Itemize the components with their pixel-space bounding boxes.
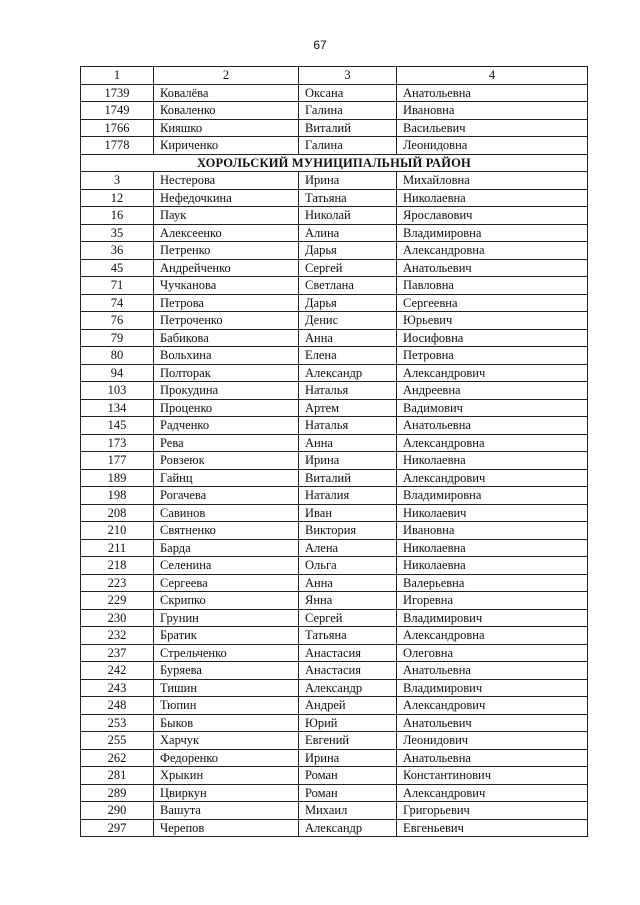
cell-surname: Андрейченко: [154, 259, 299, 277]
table-row: [81, 259, 588, 277]
cell-number: 45: [81, 259, 154, 277]
table-row: [81, 592, 588, 610]
cell-first-name: Александр: [299, 364, 397, 382]
table-row: [81, 84, 588, 102]
cell-number: 16: [81, 207, 154, 225]
cell-first-name: Иван: [299, 504, 397, 522]
column-number-2: 2: [154, 67, 299, 85]
cell-patronymic: Олеговна: [397, 644, 588, 662]
table-row: [81, 329, 588, 347]
cell-surname: Рогачева: [154, 487, 299, 505]
cell-surname: Бабикова: [154, 329, 299, 347]
cell-surname: Полторак: [154, 364, 299, 382]
cell-number: 223: [81, 574, 154, 592]
cell-number: 35: [81, 224, 154, 242]
cell-surname: Ровзеюк: [154, 452, 299, 470]
cell-surname: Петроченко: [154, 312, 299, 330]
cell-first-name: Александр: [299, 819, 397, 837]
cell-patronymic: Сергеевна: [397, 294, 588, 312]
cell-number: 76: [81, 312, 154, 330]
cell-patronymic: Ярославович: [397, 207, 588, 225]
table-row: [81, 294, 588, 312]
cell-first-name: Ирина: [299, 749, 397, 767]
cell-surname: Радченко: [154, 417, 299, 435]
table-row: [81, 819, 588, 837]
table-row: [81, 609, 588, 627]
cell-patronymic: Евгеньевич: [397, 819, 588, 837]
cell-first-name: Артем: [299, 399, 397, 417]
cell-first-name: Алена: [299, 539, 397, 557]
cell-first-name: Галина: [299, 102, 397, 120]
cell-number: 3: [81, 172, 154, 190]
cell-number: 94: [81, 364, 154, 382]
cell-patronymic: Анатольевна: [397, 662, 588, 680]
cell-number: 1749: [81, 102, 154, 120]
table-row: [81, 312, 588, 330]
cell-surname: Селенина: [154, 557, 299, 575]
cell-patronymic: Валерьевна: [397, 574, 588, 592]
cell-first-name: Сергей: [299, 259, 397, 277]
cell-surname: Святненко: [154, 522, 299, 540]
cell-number: 237: [81, 644, 154, 662]
table-row: [81, 399, 588, 417]
cell-first-name: Анна: [299, 574, 397, 592]
cell-number: 145: [81, 417, 154, 435]
cell-patronymic: Петровна: [397, 347, 588, 365]
cell-surname: Хрыкин: [154, 767, 299, 785]
cell-surname: Ковалёва: [154, 84, 299, 102]
table-row: [81, 662, 588, 680]
cell-number: 173: [81, 434, 154, 452]
cell-first-name: Роман: [299, 767, 397, 785]
cell-number: 243: [81, 679, 154, 697]
section-title: ХОРОЛЬСКИЙ МУНИЦИПАЛЬНЫЙ РАЙОН: [81, 154, 588, 172]
table-row: [81, 172, 588, 190]
cell-first-name: Виталий: [299, 119, 397, 137]
table-row: [81, 522, 588, 540]
cell-first-name: Анастасия: [299, 644, 397, 662]
cell-patronymic: Анатольевич: [397, 714, 588, 732]
table-row: [81, 137, 588, 155]
cell-surname: Харчук: [154, 732, 299, 750]
cell-surname: Грунин: [154, 609, 299, 627]
cell-first-name: Евгений: [299, 732, 397, 750]
table-row: [81, 434, 588, 452]
page-number: 67: [313, 38, 327, 52]
cell-patronymic: Александровна: [397, 242, 588, 260]
section-header-group: [81, 154, 588, 172]
cell-first-name: Янна: [299, 592, 397, 610]
cell-first-name: Татьяна: [299, 189, 397, 207]
cell-first-name: Наталия: [299, 487, 397, 505]
table-row: [81, 487, 588, 505]
cell-first-name: Виталий: [299, 469, 397, 487]
cell-number: 177: [81, 452, 154, 470]
cell-surname: Черепов: [154, 819, 299, 837]
table-row: [81, 714, 588, 732]
cell-patronymic: Николаевна: [397, 539, 588, 557]
table-row: [81, 679, 588, 697]
cell-number: 1739: [81, 84, 154, 102]
cell-first-name: Наталья: [299, 417, 397, 435]
cell-patronymic: Александрович: [397, 469, 588, 487]
cell-patronymic: Александровна: [397, 434, 588, 452]
cell-patronymic: Вадимович: [397, 399, 588, 417]
cell-first-name: Татьяна: [299, 627, 397, 645]
table-row: [81, 452, 588, 470]
cell-number: 189: [81, 469, 154, 487]
cell-surname: Савинов: [154, 504, 299, 522]
cell-number: 103: [81, 382, 154, 400]
cell-first-name: Юрий: [299, 714, 397, 732]
cell-surname: Сергеева: [154, 574, 299, 592]
cell-surname: Петренко: [154, 242, 299, 260]
cell-patronymic: Николаевна: [397, 452, 588, 470]
cell-first-name: Галина: [299, 137, 397, 155]
table-row: [81, 224, 588, 242]
cell-patronymic: Игоревна: [397, 592, 588, 610]
table-row: [81, 347, 588, 365]
cell-first-name: Андрей: [299, 697, 397, 715]
cell-number: 198: [81, 487, 154, 505]
cell-patronymic: Павловна: [397, 277, 588, 295]
cell-patronymic: Леонидовна: [397, 137, 588, 155]
cell-number: 74: [81, 294, 154, 312]
table-row: [81, 732, 588, 750]
cell-patronymic: Владимировна: [397, 224, 588, 242]
cell-surname: Чучканова: [154, 277, 299, 295]
cell-number: 232: [81, 627, 154, 645]
cell-patronymic: Юрьевич: [397, 312, 588, 330]
cell-surname: Федоренко: [154, 749, 299, 767]
table-row: [81, 802, 588, 820]
cell-surname: Коваленко: [154, 102, 299, 120]
cell-patronymic: Николаевич: [397, 504, 588, 522]
cell-number: 210: [81, 522, 154, 540]
rows-after-section: [81, 172, 588, 837]
cell-surname: Прокудина: [154, 382, 299, 400]
table-row: [81, 469, 588, 487]
cell-first-name: Оксана: [299, 84, 397, 102]
cell-surname: Нефедочкина: [154, 189, 299, 207]
table-row: [81, 504, 588, 522]
cell-number: 134: [81, 399, 154, 417]
cell-number: 71: [81, 277, 154, 295]
cell-patronymic: Михайловна: [397, 172, 588, 190]
cell-number: 36: [81, 242, 154, 260]
column-number-1: 1: [81, 67, 154, 85]
cell-patronymic: Ивановна: [397, 102, 588, 120]
cell-surname: Вольхина: [154, 347, 299, 365]
cell-first-name: Денис: [299, 312, 397, 330]
cell-patronymic: Александрович: [397, 784, 588, 802]
cell-patronymic: Анатольевна: [397, 417, 588, 435]
cell-first-name: Виктория: [299, 522, 397, 540]
cell-first-name: Елена: [299, 347, 397, 365]
cell-surname: Тюпин: [154, 697, 299, 715]
table-row: [81, 574, 588, 592]
cell-number: 208: [81, 504, 154, 522]
cell-patronymic: Николаевна: [397, 557, 588, 575]
cell-first-name: Сергей: [299, 609, 397, 627]
cell-surname: Скрипко: [154, 592, 299, 610]
cell-surname: Петрова: [154, 294, 299, 312]
table-row: [81, 644, 588, 662]
cell-patronymic: Владимирович: [397, 609, 588, 627]
voter-register-table: [80, 66, 588, 837]
cell-first-name: Николай: [299, 207, 397, 225]
cell-patronymic: Анатольевна: [397, 84, 588, 102]
cell-patronymic: Николаевна: [397, 189, 588, 207]
cell-surname: Рева: [154, 434, 299, 452]
column-number-row: [81, 67, 588, 85]
cell-patronymic: Владимировна: [397, 487, 588, 505]
table-row: [81, 364, 588, 382]
table-row: [81, 382, 588, 400]
table-row: [81, 242, 588, 260]
cell-first-name: Александр: [299, 679, 397, 697]
table-row: [81, 697, 588, 715]
cell-surname: Тишин: [154, 679, 299, 697]
table-row: [81, 277, 588, 295]
cell-number: 229: [81, 592, 154, 610]
cell-number: 218: [81, 557, 154, 575]
cell-number: 12: [81, 189, 154, 207]
cell-patronymic: Иосифовна: [397, 329, 588, 347]
column-number-3: 3: [299, 67, 397, 85]
cell-first-name: Михаил: [299, 802, 397, 820]
table-row: [81, 119, 588, 137]
table-row: [81, 102, 588, 120]
cell-number: 297: [81, 819, 154, 837]
cell-number: 79: [81, 329, 154, 347]
cell-number: 230: [81, 609, 154, 627]
cell-surname: Нестерова: [154, 172, 299, 190]
cell-number: 255: [81, 732, 154, 750]
cell-number: 80: [81, 347, 154, 365]
table-row: [81, 207, 588, 225]
cell-patronymic: Ивановна: [397, 522, 588, 540]
cell-surname: Вашута: [154, 802, 299, 820]
table-row: [81, 189, 588, 207]
cell-patronymic: Леонидович: [397, 732, 588, 750]
cell-first-name: Ольга: [299, 557, 397, 575]
cell-surname: Алексеенко: [154, 224, 299, 242]
cell-number: 242: [81, 662, 154, 680]
cell-patronymic: Андреевна: [397, 382, 588, 400]
cell-surname: Буряева: [154, 662, 299, 680]
cell-number: 253: [81, 714, 154, 732]
cell-patronymic: Анатольевич: [397, 259, 588, 277]
cell-patronymic: Григорьевич: [397, 802, 588, 820]
cell-patronymic: Александрович: [397, 697, 588, 715]
cell-first-name: Светлана: [299, 277, 397, 295]
cell-first-name: Роман: [299, 784, 397, 802]
cell-first-name: Анна: [299, 434, 397, 452]
cell-number: 289: [81, 784, 154, 802]
cell-number: 290: [81, 802, 154, 820]
cell-surname: Паук: [154, 207, 299, 225]
cell-surname: Стрельченко: [154, 644, 299, 662]
cell-first-name: Дарья: [299, 242, 397, 260]
table-row: [81, 417, 588, 435]
cell-patronymic: Александровна: [397, 627, 588, 645]
cell-patronymic: Васильевич: [397, 119, 588, 137]
cell-surname: Барда: [154, 539, 299, 557]
cell-surname: Братик: [154, 627, 299, 645]
cell-patronymic: Константинович: [397, 767, 588, 785]
cell-first-name: Ирина: [299, 452, 397, 470]
cell-number: 1766: [81, 119, 154, 137]
table-row: [81, 749, 588, 767]
cell-number: 281: [81, 767, 154, 785]
cell-number: 262: [81, 749, 154, 767]
cell-first-name: Алина: [299, 224, 397, 242]
cell-surname: Быков: [154, 714, 299, 732]
cell-first-name: Анастасия: [299, 662, 397, 680]
cell-number: 1778: [81, 137, 154, 155]
cell-surname: Кириченко: [154, 137, 299, 155]
cell-first-name: Наталья: [299, 382, 397, 400]
cell-first-name: Ирина: [299, 172, 397, 190]
table-row: [81, 767, 588, 785]
cell-first-name: Дарья: [299, 294, 397, 312]
cell-surname: Цвиркун: [154, 784, 299, 802]
table-row: [81, 557, 588, 575]
cell-surname: Проценко: [154, 399, 299, 417]
rows-before-section: [81, 84, 588, 154]
table-row: [81, 784, 588, 802]
cell-patronymic: Владимирович: [397, 679, 588, 697]
cell-surname: Гайнц: [154, 469, 299, 487]
table-row: [81, 539, 588, 557]
cell-patronymic: Анатольевна: [397, 749, 588, 767]
section-header-row: [81, 154, 588, 172]
cell-patronymic: Александрович: [397, 364, 588, 382]
table-row: [81, 627, 588, 645]
cell-number: 211: [81, 539, 154, 557]
cell-number: 248: [81, 697, 154, 715]
column-number-4: 4: [397, 67, 588, 85]
cell-surname: Кияшко: [154, 119, 299, 137]
cell-first-name: Анна: [299, 329, 397, 347]
